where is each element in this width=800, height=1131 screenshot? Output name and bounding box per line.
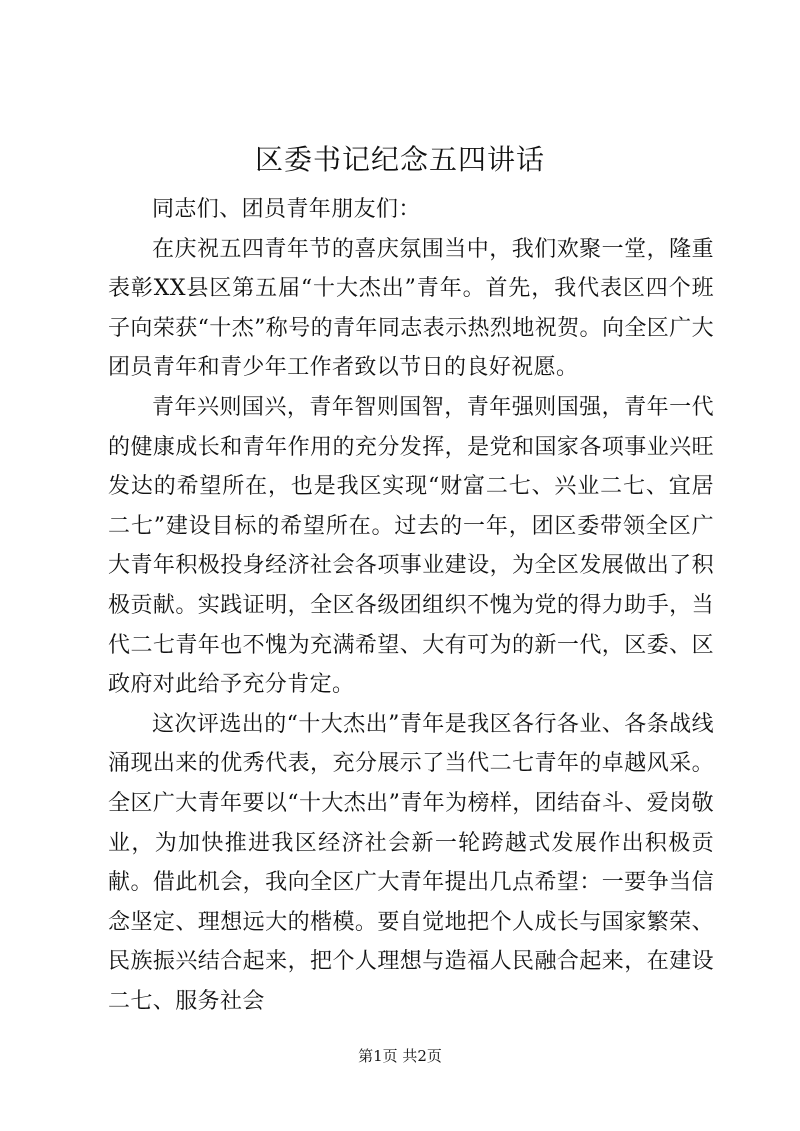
document-body: [108, 190, 714, 1021]
paragraph-greeting: 同志们、团员青年朋友们：: [152, 197, 421, 222]
paragraph-youth-importance: 青年兴则国兴，青年智则国智，青年强则国强，青年一代的健康成长和青年作用的充分发挥，是党和国家各项事业兴旺发达的希望所在，也是我区实现“财富二七、兴业二七、宜居二七”建设目标的希望所在。过去的一年，团区委带领全区广大青年积极投身经济社会各项事业建设，为全区发展做出了积极贡献。实践证明，全区各级团组织不愧为党的得力助手，当代二七青年也不愧为充满希望、大有可为的新一代，区委、区政府对此给予充分肯定。: [108, 394, 714, 698]
paragraph-ten-outstanding: 这次评选出的“十大杰出”青年是我区各行各业、各条战线涌现出来的优秀代表，充分展示了当代二七青年的卓越风采。全区广大青年要以“十大杰出”青年为榜样，团结奋斗、爱岗敬业，为加快推进我区经济社会新一轮跨越式发展作出积极贡献。借此机会，我向全区广大青年提出几点希望：一要争当信念坚定、理想远大的楷模。要自觉地把个人成长与国家繁荣、民族振兴结合起来，把个人理想与造福人民融合起来，在建设二七、服务社会: [108, 711, 714, 1014]
page-number: 第1页 共2页: [358, 1047, 442, 1065]
page-footer: [0, 1046, 800, 1066]
paragraph-opening: 在庆祝五四青年节的喜庆氛围当中，我们欢聚一堂，隆重表彰XX县区第五届“十大杰出”青年。首先，我代表区四个班子向荣获“十杰”称号的青年同志表示热烈地祝贺。向全区广大团员青年和青少年工作者致以节日的良好祝愿。: [108, 236, 714, 381]
page-title: 区委书记纪念五四讲话: [254, 143, 545, 176]
